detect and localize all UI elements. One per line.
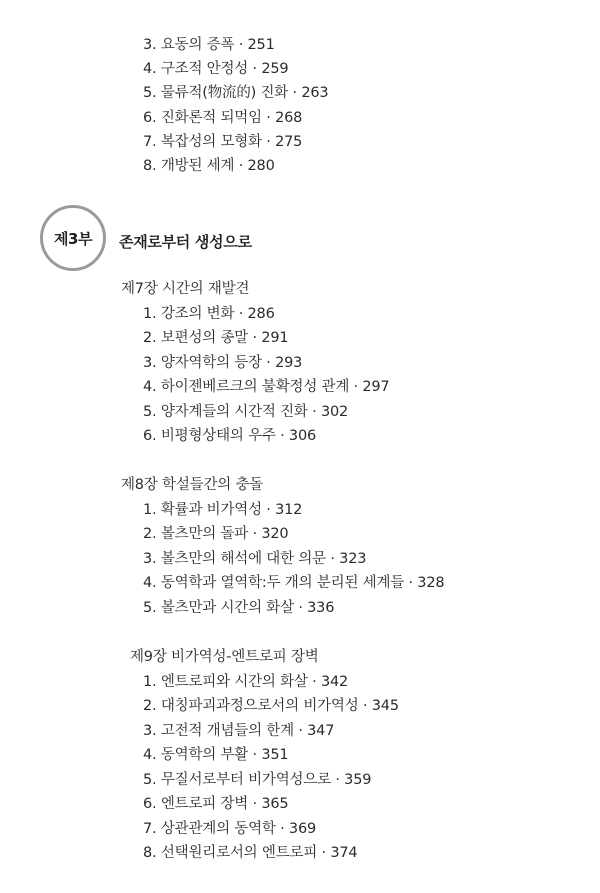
toc-entry: 6. 비평형상태의 우주 · 306	[143, 428, 317, 444]
toc-entry: 3. 고전적 개념들의 한계 · 347	[143, 723, 335, 739]
toc-entry: 5. 물류적(物流的) 진화 · 263	[143, 85, 329, 101]
toc-entry: 3. 양자역학의 등장 · 293	[143, 355, 303, 371]
toc-entry: 4. 동역학과 열역학:두 개의 분리된 세계들 · 328	[143, 575, 445, 591]
part-badge-label: 제3부	[54, 229, 92, 248]
toc-entry: 1. 확률과 비가역성 · 312	[143, 502, 303, 518]
toc-entry: 2. 볼츠만의 돌파 · 320	[143, 526, 289, 542]
toc-entry: 8. 선택원리로서의 엔트로피 · 374	[143, 845, 358, 861]
toc-entry: 5. 양자계들의 시간적 진화 · 302	[143, 404, 349, 420]
toc-entry: 5. 볼츠만과 시간의 화살 · 336	[143, 600, 335, 616]
toc-entry: 6. 엔트로피 장벽 · 365	[143, 796, 289, 812]
toc-entry: 6. 진화론적 되먹임 · 268	[143, 110, 303, 126]
toc-entry: 4. 동역학의 부활 · 351	[143, 747, 289, 763]
toc-entry: 5. 무질서로부터 비가역성으로 · 359	[143, 772, 372, 788]
toc-entry: 1. 엔트로피와 시간의 화살 · 342	[143, 674, 349, 690]
chapter-heading: 제8장 학설들간의 충돌	[121, 477, 264, 493]
chapter-heading: 제9장 비가역성-엔트로피 장벽	[130, 649, 319, 665]
toc-entry: 3. 요동의 증폭 · 251	[143, 37, 275, 53]
toc-entry: 4. 하이젠베르크의 불확정성 관계 · 297	[143, 379, 390, 395]
toc-entry: 7. 복잡성의 모형화 · 275	[143, 134, 303, 150]
toc-entry: 7. 상관관계의 동역학 · 369	[143, 821, 317, 837]
toc-entry: 8. 개방된 세계 · 280	[143, 158, 275, 174]
toc-entry: 1. 강조의 변화 · 286	[143, 306, 275, 322]
part-title: 존재로부터 생성으로	[119, 233, 252, 251]
toc-entry: 2. 보편성의 종말 · 291	[143, 330, 289, 346]
part-badge	[40, 205, 106, 271]
toc-entry: 4. 구조적 안정성 · 259	[143, 61, 289, 77]
toc-entry: 2. 대칭파괴과정으로서의 비가역성 · 345	[143, 698, 399, 714]
chapter-heading: 제7장 시간의 재발견	[121, 281, 250, 297]
toc-entry: 3. 볼츠만의 해석에 대한 의문 · 323	[143, 551, 367, 567]
